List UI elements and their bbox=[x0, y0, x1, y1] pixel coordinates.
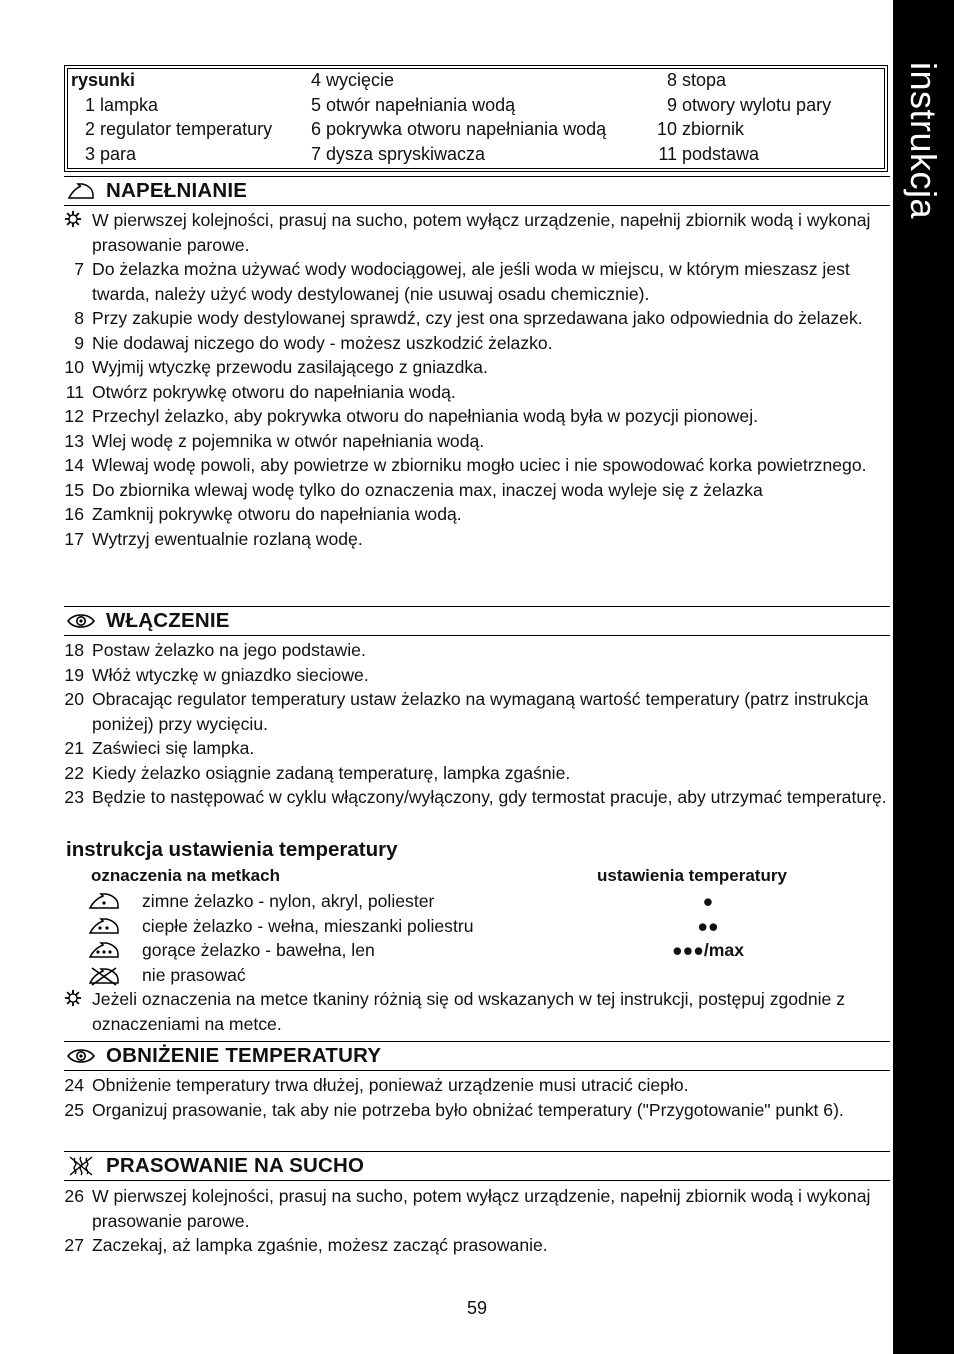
iron-outline-icon bbox=[66, 181, 96, 201]
list-item: 11 Otwórz pokrywkę otworu do napełniania wodą. bbox=[65, 381, 456, 402]
figures-col-3 bbox=[657, 68, 831, 166]
dry-ironing-list bbox=[64, 1184, 890, 1258]
section-title: NAPEŁNIANIE bbox=[106, 179, 248, 202]
temperature-setting: ●●●/max bbox=[672, 940, 744, 960]
figures-box bbox=[64, 65, 888, 172]
list-item: 16 Zamknij pokrywkę otworu do napełniania wodą. bbox=[64, 504, 462, 524]
list-item: 20 Obracając regulator temperatury ustaw żelazko na wymaganą wartość temperatury (patrz instrukcja poniżej) przy wycięciu. bbox=[64, 689, 869, 734]
list-item: 26 W pierwszej kolejności, prasuj na sucho, potem wyłącz urządzenie, napełnij zbiornik wodą i wykonaj prasowanie parowe. bbox=[64, 1186, 871, 1231]
list-item: 22 Kiedy żelazko osiągnie zadaną temperaturę, lampka zgaśnie. bbox=[64, 762, 571, 783]
figure-item: 1 lampka bbox=[84, 94, 159, 115]
no-steam-icon bbox=[66, 1154, 96, 1178]
temperature-row: ciepłe żelazko - wełna, mieszanki poliestru ●● bbox=[88, 914, 848, 939]
list-item: 25 Organizuj prasowanie, tak aby nie potrzeba było obniżać temperatury ("Przygotowanie" punkt 6). bbox=[64, 1099, 844, 1120]
page-number: 59 bbox=[466, 1298, 488, 1318]
section-title: WŁĄCZENIE bbox=[106, 609, 230, 632]
side-tab bbox=[893, 0, 954, 1354]
list-item: 27 Zaczekaj, aż lampka zgaśnie, możesz zacząć prasowanie. bbox=[64, 1235, 548, 1255]
list-item: 9 Nie dodawaj niczego do wody - możesz uszkodzić żelazko. bbox=[74, 332, 553, 353]
figures-col-1 bbox=[71, 68, 272, 166]
list-item: 10 Wyjmij wtyczkę przewodu zasilającego z gniazdka. bbox=[64, 357, 488, 377]
do-not-iron-icon bbox=[88, 966, 120, 986]
temperature-setting: ● bbox=[702, 891, 714, 911]
figure-item: 6 pokrywka otworu napełniania wodą bbox=[310, 119, 607, 139]
figure-item: 11 podstawa bbox=[658, 143, 760, 164]
figure-item: 4 wycięcie bbox=[310, 70, 395, 90]
side-tab-label: instrukcja bbox=[903, 62, 944, 220]
column-header-labels: oznaczenia na metkach bbox=[91, 866, 280, 885]
switching-on-list bbox=[64, 638, 890, 810]
eye-icon bbox=[66, 611, 96, 631]
list-item: Jeżeli oznaczenia na metce tkaniny różnią się od wskazanych w tej instrukcji, postępuj zgodnie z oznaczeniami na metce. bbox=[64, 987, 890, 1036]
list-item: 14 Wlewaj wodę powoli, aby powietrze w zbiorniku mogło uciec i nie spowodować korka powietrznego. bbox=[64, 455, 867, 475]
section-header-dry-ironing bbox=[64, 1151, 890, 1181]
temperature-guide-title: instrukcja ustawienia temperatury bbox=[66, 838, 398, 861]
eye-icon bbox=[66, 1046, 96, 1066]
filling-list bbox=[64, 208, 890, 551]
figure-item: 5 otwór napełniania wodą bbox=[310, 94, 516, 115]
temperature-setting: ●● bbox=[697, 916, 719, 936]
list-item: 8 Przy zakupie wody destylowanej sprawdź, czy jest ona sprzedawana jako odpowiednia do żelazek. bbox=[74, 308, 863, 328]
temperature-row: nie prasować bbox=[88, 963, 848, 988]
figure-item: 7 dysza spryskiwacza bbox=[310, 143, 486, 164]
list-item: 7 Do żelazka można używać wody wodociągowej, ale jeśli woda w miejscu, w którym mieszasz jest twarda, należy użyć wody destylowanej (nie usuwaj osadu chemicznie). bbox=[74, 259, 850, 304]
column-header-settings: ustawienia temperatury bbox=[597, 866, 787, 885]
figure-item: 2 regulator temperatury bbox=[84, 119, 273, 139]
section-header-switching-on bbox=[64, 606, 890, 636]
section-title: PRASOWANIE NA SUCHO bbox=[106, 1154, 365, 1177]
list-item: 13 Wlej wodę z pojemnika w otwór napełniania wodą. bbox=[64, 430, 485, 451]
list-item: 15 Do zbiornika wlewaj wodę tylko do oznaczenia max, inaczej woda wyleje się z żelazka bbox=[64, 479, 763, 500]
figure-item: 10 zbiornik bbox=[657, 119, 745, 139]
iron-three-dots-icon bbox=[88, 941, 120, 959]
list-item: 24 Obniżenie temperatury trwa dłużej, ponieważ urządzenie musi utracić ciepło. bbox=[64, 1075, 689, 1095]
star-icon bbox=[64, 208, 84, 233]
section-title: OBNIŻENIE TEMPERATURY bbox=[106, 1044, 382, 1067]
figure-item: 9 otwory wylotu pary bbox=[666, 94, 832, 115]
lowering-list bbox=[64, 1073, 890, 1122]
iron-two-dots-icon bbox=[88, 917, 120, 935]
figures-title: rysunki bbox=[71, 70, 136, 90]
temperature-row: gorące żelazko - bawełna, len ●●●/max bbox=[88, 938, 848, 963]
list-item: 23 Będzie to następować w cyklu włączony/wyłączony, gdy termostat pracuje, aby utrzymać temperaturę. bbox=[64, 787, 887, 807]
temperature-note bbox=[64, 987, 890, 1036]
list-item: 19 Włóż wtyczkę w gniazdko sieciowe. bbox=[64, 664, 369, 685]
list-item: 18 Postaw żelazko na jego podstawie. bbox=[64, 640, 366, 660]
list-item: 12 Przechyl żelazko, aby pokrywka otworu do napełniania wodą była w pozycji pionowej. bbox=[64, 406, 758, 426]
temperature-row: zimne żelazko - nylon, akryl, poliester ● bbox=[88, 889, 848, 914]
figure-item: 3 para bbox=[84, 143, 137, 164]
iron-one-dot-icon bbox=[88, 892, 120, 910]
figure-item: 8 stopa bbox=[666, 70, 727, 90]
figures-col-2 bbox=[310, 68, 606, 166]
list-item: 21 Zaświeci się lampka. bbox=[64, 738, 255, 758]
list-item: W pierwszej kolejności, prasuj na sucho, potem wyłącz urządzenie, napełnij zbiornik wodą i wykonaj prasowanie parowe. bbox=[64, 208, 890, 257]
section-header-lowering bbox=[64, 1041, 890, 1071]
list-item: 17 Wytrzyj ewentualnie rozlaną wodę. bbox=[64, 528, 363, 549]
star-icon bbox=[64, 987, 84, 1012]
section-header-filling bbox=[64, 176, 890, 206]
